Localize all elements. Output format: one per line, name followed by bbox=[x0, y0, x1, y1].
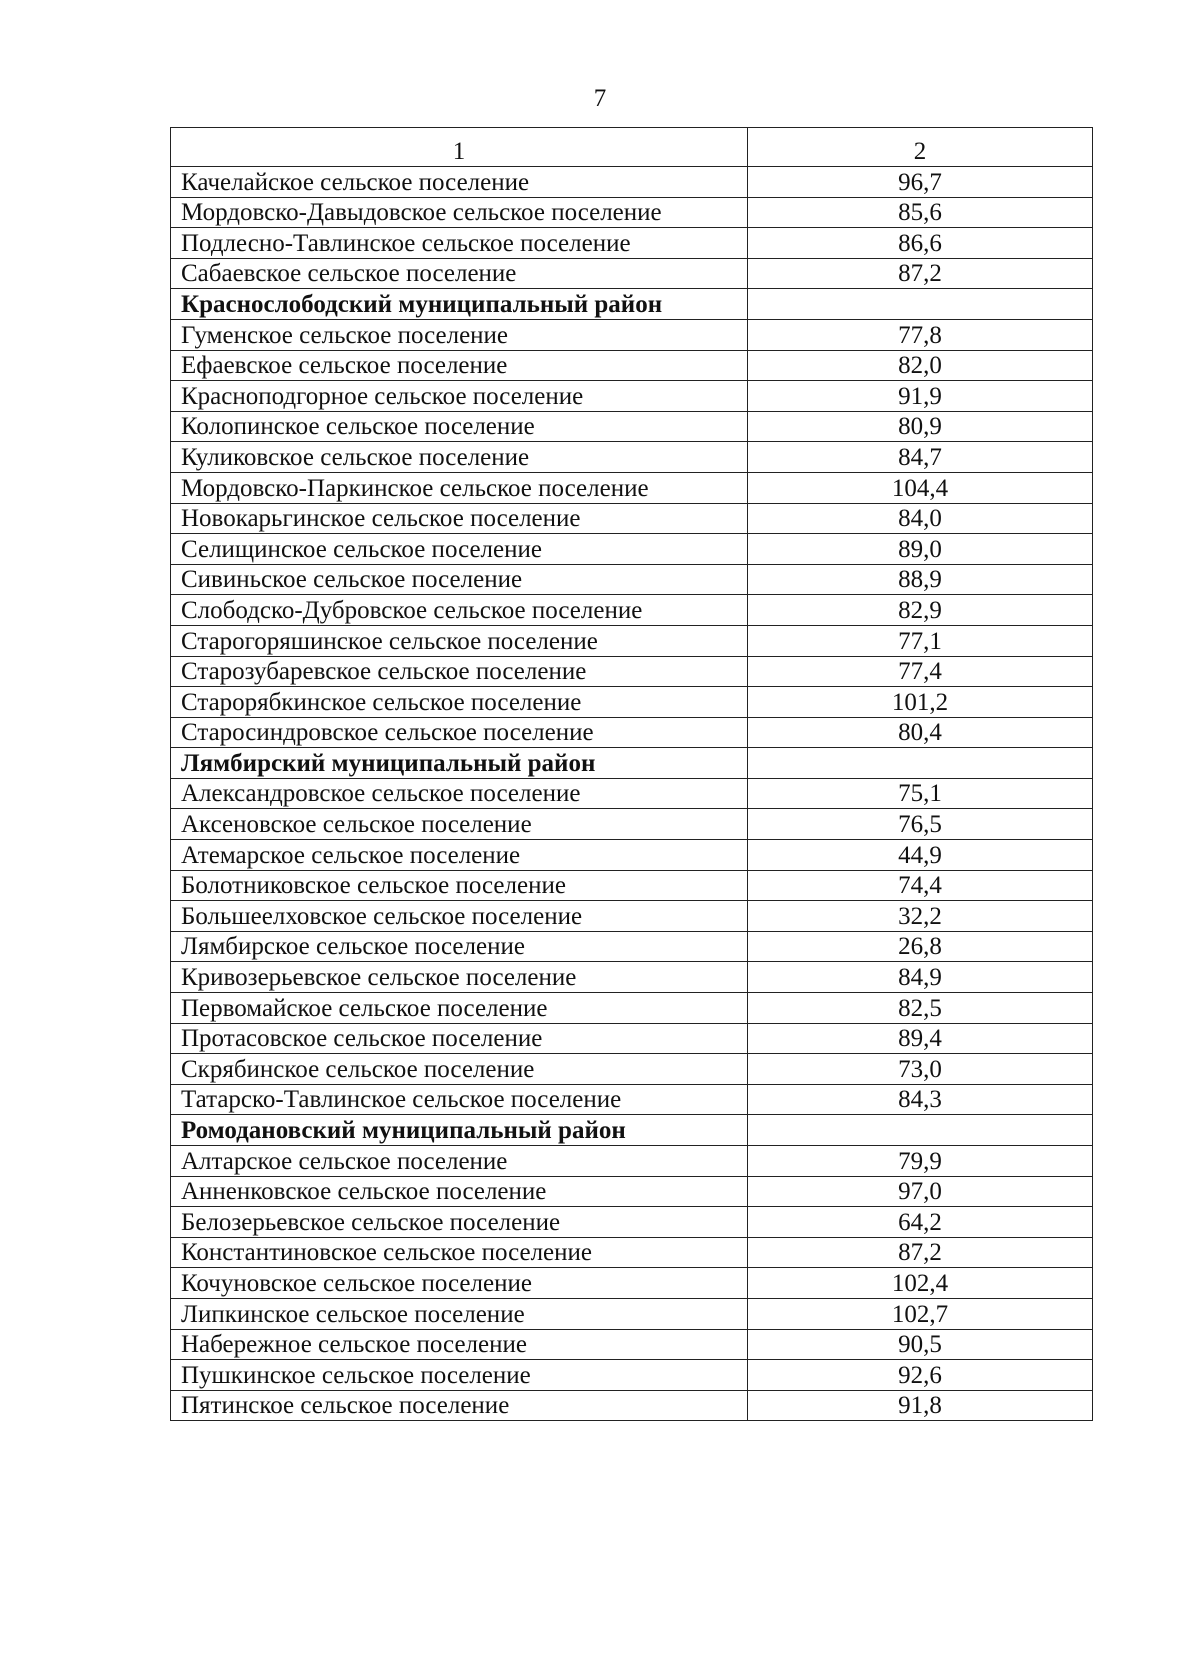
settlement-name: Сабаевское сельское поселение bbox=[171, 258, 748, 289]
district-header-row bbox=[171, 748, 1093, 779]
table-row bbox=[171, 1268, 1093, 1299]
settlement-name: Лямбирское сельское поселение bbox=[171, 931, 748, 962]
settlement-name: Константиновское сельское поселение bbox=[171, 1237, 748, 1268]
settlement-value: 80,9 bbox=[748, 411, 1093, 442]
settlement-name: Большеелховское сельское поселение bbox=[171, 901, 748, 932]
settlement-name: Анненковское сельское поселение bbox=[171, 1176, 748, 1207]
settlement-name: Новокарьгинское сельское поселение bbox=[171, 503, 748, 534]
settlement-name: Алтарское сельское поселение bbox=[171, 1146, 748, 1177]
settlement-name: Протасовское сельское поселение bbox=[171, 1023, 748, 1054]
settlement-name: Ефаевское сельское поселение bbox=[171, 350, 748, 381]
table-row bbox=[171, 258, 1093, 289]
district-name: Ромодановский муниципальный район bbox=[171, 1115, 748, 1146]
settlement-value: 84,0 bbox=[748, 503, 1093, 534]
settlement-name: Старорябкинское сельское поселение bbox=[171, 687, 748, 718]
settlement-value: 92,6 bbox=[748, 1360, 1093, 1391]
settlement-value: 85,6 bbox=[748, 197, 1093, 228]
settlement-name: Качелайское сельское поселение bbox=[171, 167, 748, 198]
table-header-row bbox=[171, 128, 1093, 167]
settlement-name: Болотниковское сельское поселение bbox=[171, 870, 748, 901]
settlement-name: Белозерьевское сельское поселение bbox=[171, 1207, 748, 1238]
table-row bbox=[171, 1207, 1093, 1238]
settlement-name: Скрябинское сельское поселение bbox=[171, 1054, 748, 1085]
settlement-name: Старосиндровское сельское поселение bbox=[171, 717, 748, 748]
settlement-value: 79,9 bbox=[748, 1146, 1093, 1177]
settlement-value: 91,9 bbox=[748, 381, 1093, 412]
table-row bbox=[171, 962, 1093, 993]
settlement-value: 74,4 bbox=[748, 870, 1093, 901]
table-row bbox=[171, 870, 1093, 901]
settlement-value bbox=[748, 1115, 1093, 1146]
table-row bbox=[171, 381, 1093, 412]
settlement-name: Колопинское сельское поселение bbox=[171, 411, 748, 442]
table-row bbox=[171, 167, 1093, 198]
settlement-name: Набережное сельское поселение bbox=[171, 1329, 748, 1360]
table-row bbox=[171, 931, 1093, 962]
settlement-name: Аксеновское сельское поселение bbox=[171, 809, 748, 840]
settlement-value: 97,0 bbox=[748, 1176, 1093, 1207]
district-header-row bbox=[171, 289, 1093, 320]
table-row bbox=[171, 1360, 1093, 1391]
settlements-table bbox=[170, 127, 1093, 1421]
table-row bbox=[171, 1146, 1093, 1177]
table-row bbox=[171, 442, 1093, 473]
table-row bbox=[171, 1054, 1093, 1085]
settlement-value: 87,2 bbox=[748, 1237, 1093, 1268]
table-row bbox=[171, 1176, 1093, 1207]
settlement-value: 102,7 bbox=[748, 1298, 1093, 1329]
settlement-name: Первомайское сельское поселение bbox=[171, 993, 748, 1024]
settlement-value: 77,8 bbox=[748, 319, 1093, 350]
settlement-name: Александровское сельское поселение bbox=[171, 778, 748, 809]
table-row bbox=[171, 319, 1093, 350]
district-header-row bbox=[171, 1115, 1093, 1146]
settlement-name: Подлесно-Тавлинское сельское поселение bbox=[171, 228, 748, 259]
settlement-name: Мордовско-Паркинское сельское поселение bbox=[171, 472, 748, 503]
table-row bbox=[171, 1237, 1093, 1268]
settlement-name: Гуменское сельское поселение bbox=[171, 319, 748, 350]
settlement-value: 77,1 bbox=[748, 625, 1093, 656]
settlement-name: Селищинское сельское поселение bbox=[171, 534, 748, 565]
district-name: Краснослободский муниципальный район bbox=[171, 289, 748, 320]
district-name: Лямбирский муниципальный район bbox=[171, 748, 748, 779]
settlement-value: 73,0 bbox=[748, 1054, 1093, 1085]
settlement-value: 90,5 bbox=[748, 1329, 1093, 1360]
table-row bbox=[171, 595, 1093, 626]
table-row bbox=[171, 625, 1093, 656]
table-row bbox=[171, 778, 1093, 809]
settlement-value: 88,9 bbox=[748, 564, 1093, 595]
settlement-name: Кочуновское сельское поселение bbox=[171, 1268, 748, 1299]
table-body bbox=[171, 167, 1093, 1421]
settlement-value: 82,5 bbox=[748, 993, 1093, 1024]
table-row bbox=[171, 472, 1093, 503]
column-header-1: 1 bbox=[171, 128, 748, 167]
column-header-2: 2 bbox=[748, 128, 1093, 167]
table-row bbox=[171, 534, 1093, 565]
settlement-value: 101,2 bbox=[748, 687, 1093, 718]
settlement-name: Атемарское сельское поселение bbox=[171, 840, 748, 871]
table-row bbox=[171, 228, 1093, 259]
table-row bbox=[171, 993, 1093, 1024]
table-row bbox=[171, 503, 1093, 534]
table-row bbox=[171, 656, 1093, 687]
settlement-value: 96,7 bbox=[748, 167, 1093, 198]
page-number: 7 bbox=[593, 85, 607, 112]
settlement-value: 80,4 bbox=[748, 717, 1093, 748]
settlement-value: 89,0 bbox=[748, 534, 1093, 565]
table-row bbox=[171, 197, 1093, 228]
settlement-name: Старозубаревское сельское поселение bbox=[171, 656, 748, 687]
table-row bbox=[171, 1084, 1093, 1115]
settlement-name: Красноподгорное сельское поселение bbox=[171, 381, 748, 412]
settlement-value: 102,4 bbox=[748, 1268, 1093, 1299]
table-row bbox=[171, 1023, 1093, 1054]
settlement-value: 104,4 bbox=[748, 472, 1093, 503]
settlement-value: 82,0 bbox=[748, 350, 1093, 381]
settlement-name: Пушкинское сельское поселение bbox=[171, 1360, 748, 1391]
table-row bbox=[171, 1329, 1093, 1360]
table-row bbox=[171, 687, 1093, 718]
settlement-value: 64,2 bbox=[748, 1207, 1093, 1238]
settlement-value: 32,2 bbox=[748, 901, 1093, 932]
settlement-value: 44,9 bbox=[748, 840, 1093, 871]
table-row bbox=[171, 840, 1093, 871]
settlement-value: 87,2 bbox=[748, 258, 1093, 289]
table-row bbox=[171, 564, 1093, 595]
settlement-value: 89,4 bbox=[748, 1023, 1093, 1054]
settlement-name: Старогоряшинское сельское поселение bbox=[171, 625, 748, 656]
settlement-name: Мордовско-Давыдовское сельское поселение bbox=[171, 197, 748, 228]
settlement-name: Куликовское сельское поселение bbox=[171, 442, 748, 473]
table-row bbox=[171, 1390, 1093, 1421]
settlement-value: 76,5 bbox=[748, 809, 1093, 840]
table-row bbox=[171, 1298, 1093, 1329]
settlement-name: Кривозерьевское сельское поселение bbox=[171, 962, 748, 993]
settlement-value bbox=[748, 289, 1093, 320]
settlement-value bbox=[748, 748, 1093, 779]
settlement-value: 75,1 bbox=[748, 778, 1093, 809]
table-row bbox=[171, 809, 1093, 840]
settlement-name: Татарско-Тавлинское сельское поселение bbox=[171, 1084, 748, 1115]
settlement-name: Сивиньское сельское поселение bbox=[171, 564, 748, 595]
settlement-value: 91,8 bbox=[748, 1390, 1093, 1421]
settlement-value: 77,4 bbox=[748, 656, 1093, 687]
settlement-value: 86,6 bbox=[748, 228, 1093, 259]
settlement-value: 82,9 bbox=[748, 595, 1093, 626]
settlement-value: 84,7 bbox=[748, 442, 1093, 473]
table-row bbox=[171, 411, 1093, 442]
settlement-value: 84,9 bbox=[748, 962, 1093, 993]
settlement-name: Пятинское сельское поселение bbox=[171, 1390, 748, 1421]
settlement-value: 84,3 bbox=[748, 1084, 1093, 1115]
table-row bbox=[171, 717, 1093, 748]
table-row bbox=[171, 350, 1093, 381]
settlement-name: Липкинское сельское поселение bbox=[171, 1298, 748, 1329]
table-row bbox=[171, 901, 1093, 932]
settlement-value: 26,8 bbox=[748, 931, 1093, 962]
settlement-name: Слободско-Дубровское сельское поселение bbox=[171, 595, 748, 626]
